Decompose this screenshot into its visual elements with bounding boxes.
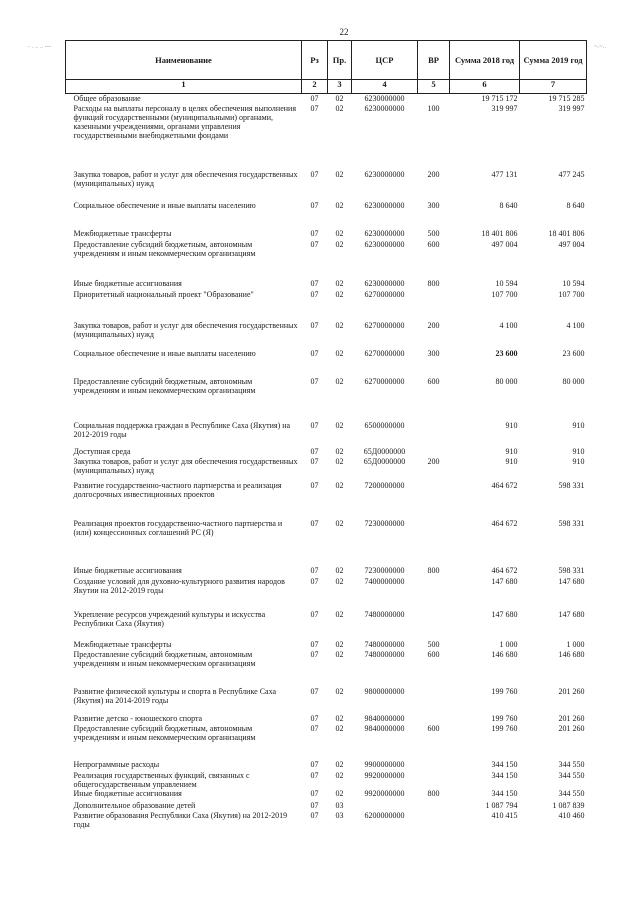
row-sum-2018: 344 150 (491, 759, 518, 769)
row-name: Предоставление субсидий бюджетным, автономным учреждениям и иным некоммерческим организациям (73, 723, 256, 742)
row-sum-2019: 477 245 (558, 169, 585, 179)
row-rz: 07 (310, 103, 319, 113)
row-csr (352, 801, 418, 811)
row-csr: 9920000000 (364, 770, 405, 780)
row-sum-2018: 1 000 (499, 639, 518, 649)
row-csr: 6270000000 (364, 376, 405, 386)
row-pr: 02 (335, 320, 344, 330)
row-sum-2018: 464 672 (491, 518, 518, 528)
row-name: Закупка товаров, работ и услуг для обеспечения государственных (муниципальных) нужд (73, 169, 298, 188)
row-sum-2019: 201 260 (558, 723, 585, 733)
table-row (66, 290, 587, 321)
row-sum-2018: 19 715 172 (481, 94, 518, 103)
row-pr: 02 (335, 420, 344, 430)
row-vr (418, 714, 450, 724)
row-pr: 02 (335, 278, 344, 288)
row-rz: 07 (310, 289, 319, 299)
row-sum-2019: 910 (572, 446, 585, 456)
row-name: Непрограммные расходы (73, 759, 160, 769)
col-header-sum2019: Сумма 2019 год (520, 41, 587, 80)
table-row (66, 104, 587, 170)
row-csr: 7230000000 (364, 518, 405, 528)
row-rz: 07 (310, 788, 319, 798)
row-sum-2018: 147 680 (491, 576, 518, 586)
row-name: Закупка товаров, работ и услуг для обеспечения государственных (муниципальных) нужд (73, 320, 298, 339)
table-row (66, 481, 587, 519)
row-name: Иные бюджетные ассигнования (73, 565, 182, 575)
row-csr: 6500000000 (364, 420, 405, 430)
row-vr (418, 94, 450, 104)
row-name: Иные бюджетные ассигнования (73, 788, 182, 798)
table-row (66, 724, 587, 760)
row-pr: 02 (335, 686, 344, 696)
row-sum-2019: 910 (572, 420, 585, 430)
row-pr: 02 (335, 609, 344, 619)
row-name: Расходы на выплаты персоналу в целях обеспечения выполнения функций государственными (муниципальными) органами, казенными учреждениями, органами управления государственными внебюджетными фондами (73, 103, 296, 140)
row-sum-2019: 1 087 839 (552, 800, 585, 810)
row-pr: 02 (335, 200, 344, 210)
row-pr: 02 (335, 518, 344, 528)
row-csr: 7480000000 (364, 639, 405, 649)
row-rz: 07 (310, 278, 319, 288)
row-sum-2019: 344 550 (558, 788, 585, 798)
row-rz: 07 (310, 169, 319, 179)
row-rz: 07 (310, 770, 319, 780)
row-pr: 02 (335, 446, 344, 456)
table-row (66, 811, 587, 829)
row-sum-2018: 23 600 (495, 348, 518, 358)
row-csr: 9800000000 (364, 686, 405, 696)
row-rz: 07 (310, 239, 319, 249)
budget-table (65, 40, 587, 829)
row-csr: 6200000000 (364, 810, 405, 820)
row-rz: 07 (310, 565, 319, 575)
row-sum-2018: 910 (505, 446, 518, 456)
row-sum-2019: 147 680 (558, 576, 585, 586)
table-row (66, 577, 587, 610)
row-pr: 02 (335, 94, 344, 103)
row-name: Реализация государственных функций, связанных с общегосударственным управлением (73, 770, 250, 789)
table-row (66, 801, 587, 811)
row-csr: 6230000000 (364, 94, 405, 103)
table-row (66, 789, 587, 801)
row-rz: 07 (310, 609, 319, 619)
table-row (66, 279, 587, 290)
row-sum-2019: 23 600 (562, 348, 585, 358)
row-rz: 07 (310, 713, 319, 723)
row-name: Межбюджетные трансферты (73, 228, 172, 238)
row-sum-2018: 4 100 (499, 320, 518, 330)
row-pr: 02 (335, 723, 344, 733)
row-sum-2018: 497 004 (491, 239, 518, 249)
row-csr: 9920000000 (364, 788, 405, 798)
row-sum-2019: 4 100 (566, 320, 585, 330)
row-rz: 07 (310, 320, 319, 330)
row-name: Социальная поддержка граждан в Республике Саха (Якутия) на 2012-2019 годы (73, 420, 291, 439)
row-sum-2019: 598 331 (558, 480, 585, 490)
row-vr: 600 (427, 376, 440, 386)
table-row (66, 610, 587, 640)
row-sum-2019: 598 331 (558, 518, 585, 528)
col-number: 1 (66, 80, 302, 94)
row-pr: 03 (335, 810, 344, 820)
row-rz: 07 (310, 456, 319, 466)
row-sum-2018: 199 760 (491, 686, 518, 696)
table-row (66, 566, 587, 577)
table-row (66, 771, 587, 789)
table-row (66, 94, 587, 104)
row-rz: 07 (310, 759, 319, 769)
row-rz: 07 (310, 810, 319, 820)
table-row (66, 229, 587, 240)
row-sum-2018: 477 131 (491, 169, 518, 179)
row-vr: 600 (427, 239, 440, 249)
row-sum-2018: 410 415 (491, 810, 518, 820)
row-vr (418, 481, 450, 519)
row-csr: 7480000000 (364, 649, 405, 659)
row-csr: 7400000000 (364, 576, 405, 586)
row-rz: 07 (310, 518, 319, 528)
table-body (66, 94, 587, 829)
row-vr (418, 519, 450, 566)
row-sum-2019: 910 (572, 456, 585, 466)
row-sum-2018: 464 672 (491, 565, 518, 575)
row-sum-2019: 10 594 (562, 278, 585, 288)
table-row (66, 349, 587, 377)
row-csr: 6230000000 (364, 239, 405, 249)
row-pr: 02 (335, 239, 344, 249)
row-name: Иные бюджетные ассигнования (73, 278, 182, 288)
row-csr: 7480000000 (364, 609, 405, 619)
row-vr (418, 801, 450, 811)
row-rz: 07 (310, 376, 319, 386)
row-rz: 07 (310, 649, 319, 659)
row-csr: 9900000000 (364, 759, 405, 769)
row-name: Приоритетный национальный проект "Образование" (73, 289, 254, 299)
row-pr: 02 (335, 770, 344, 780)
row-sum-2018: 910 (505, 420, 518, 430)
row-csr: 9840000000 (364, 723, 405, 733)
row-sum-2019: 201 260 (558, 713, 585, 723)
row-vr: 500 (427, 639, 440, 649)
row-rz: 07 (310, 94, 319, 103)
row-sum-2018: 910 (505, 456, 518, 466)
row-pr: 02 (335, 228, 344, 238)
table-row (66, 170, 587, 201)
row-vr: 300 (427, 348, 440, 358)
row-sum-2019: 344 550 (558, 759, 585, 769)
row-pr: 02 (335, 456, 344, 466)
table-row (66, 240, 587, 279)
column-number-row (66, 80, 587, 94)
row-sum-2019: 147 680 (558, 609, 585, 619)
table-row (66, 377, 587, 421)
row-vr (418, 290, 450, 321)
row-name: Дополнительное образование детей (73, 800, 196, 810)
col-header-pr: Пр. (328, 41, 352, 80)
row-sum-2019: 19 715 285 (548, 94, 585, 103)
row-vr (418, 421, 450, 447)
row-vr (418, 811, 450, 829)
row-csr: 65Д0000000 (363, 446, 406, 456)
row-rz: 07 (310, 480, 319, 490)
col-number: 3 (328, 80, 352, 94)
row-sum-2019: 410 460 (558, 810, 585, 820)
row-sum-2019: 344 550 (558, 770, 585, 780)
page-number: 22 (339, 27, 349, 37)
row-sum-2019: 80 000 (562, 376, 585, 386)
row-vr: 600 (427, 649, 440, 659)
row-vr (418, 687, 450, 714)
table-row (66, 321, 587, 349)
row-csr: 9840000000 (364, 713, 405, 723)
row-name: Развитие физической культуры и спорта в Республике Саха (Якутия) на 2014-2019 годы (73, 686, 277, 705)
row-sum-2018: 344 150 (491, 770, 518, 780)
row-pr: 02 (335, 576, 344, 586)
row-csr: 7230000000 (364, 565, 405, 575)
row-name: Укрепление ресурсов учреждений культуры и искусства Республики Саха (Якутия) (73, 609, 266, 628)
row-name: Закупка товаров, работ и услуг для обеспечения государственных (муниципальных) нужд (73, 456, 298, 475)
row-rz: 07 (310, 446, 319, 456)
row-csr: 65Д0000000 (363, 456, 406, 466)
row-name: Реализация проектов государственно-частного партнерства и (или) концессионных соглашений РС (Я) (73, 518, 283, 537)
col-header-vr: ВР (418, 41, 450, 80)
row-sum-2019: 146 680 (558, 649, 585, 659)
row-pr: 02 (335, 348, 344, 358)
row-csr: 6270000000 (364, 348, 405, 358)
row-vr (418, 771, 450, 789)
row-sum-2019: 598 331 (558, 565, 585, 575)
table-row (66, 640, 587, 650)
table-row (66, 650, 587, 687)
col-header-sum2018: Сумма 2018 год (450, 41, 520, 80)
row-rz: 07 (310, 200, 319, 210)
row-pr: 02 (335, 759, 344, 769)
row-vr (418, 610, 450, 640)
table-row (66, 457, 587, 481)
row-rz: 07 (310, 686, 319, 696)
row-csr: 6270000000 (364, 320, 405, 330)
row-csr: 6230000000 (364, 103, 405, 113)
row-csr: 6230000000 (364, 200, 405, 210)
row-vr (418, 760, 450, 771)
row-sum-2019: 8 640 (566, 200, 585, 210)
row-rz: 07 (310, 228, 319, 238)
row-vr: 800 (427, 278, 440, 288)
row-sum-2018: 10 594 (495, 278, 518, 288)
row-rz: 07 (310, 420, 319, 430)
margin-mark-right: ~.~.. (594, 44, 607, 50)
row-pr: 02 (335, 565, 344, 575)
table-row (66, 519, 587, 566)
col-number: 5 (418, 80, 450, 94)
row-sum-2019: 107 700 (558, 289, 585, 299)
row-name: Развитие детско - юношеского спорта (73, 713, 203, 723)
row-sum-2019: 497 004 (558, 239, 585, 249)
header-row (66, 41, 587, 80)
row-pr: 02 (335, 713, 344, 723)
table-row (66, 447, 587, 457)
row-csr: 6230000000 (364, 278, 405, 288)
row-rz: 07 (310, 723, 319, 733)
row-rz: 07 (310, 576, 319, 586)
margin-mark-left: - . .. .. — (28, 44, 52, 50)
row-sum-2019: 201 260 (558, 686, 585, 696)
row-vr (418, 577, 450, 610)
row-vr: 500 (427, 228, 440, 238)
table-row (66, 687, 587, 714)
row-name: Создание условий для духовно-культурного развития народов Якутии на 2012-2019 годы (73, 576, 285, 595)
row-sum-2018: 80 000 (495, 376, 518, 386)
row-pr: 02 (335, 480, 344, 490)
col-header-name: Наименование (66, 41, 302, 80)
table-row (66, 714, 587, 724)
row-sum-2018: 8 640 (499, 200, 518, 210)
row-vr: 200 (427, 169, 440, 179)
row-csr: 6230000000 (364, 169, 405, 179)
row-rz: 07 (310, 639, 319, 649)
row-pr: 03 (335, 800, 344, 810)
row-sum-2018: 146 680 (491, 649, 518, 659)
col-header-csr: ЦСР (352, 41, 418, 80)
row-csr: 6230000000 (364, 228, 405, 238)
row-sum-2018: 199 760 (491, 713, 518, 723)
row-sum-2018: 1 087 794 (485, 800, 518, 810)
row-rz: 07 (310, 800, 319, 810)
table-row (66, 760, 587, 771)
row-name: Социальное обеспечение и иные выплаты населению (73, 348, 256, 358)
col-number: 2 (302, 80, 328, 94)
row-sum-2018: 199 760 (491, 723, 518, 733)
row-vr: 200 (427, 320, 440, 330)
row-vr: 200 (427, 456, 440, 466)
row-name: Предоставление субсидий бюджетным, автономным учреждениям и иным некоммерческим организациям (73, 649, 256, 668)
col-number: 4 (352, 80, 418, 94)
row-vr: 800 (427, 788, 440, 798)
row-name: Доступная среда (73, 446, 131, 456)
col-number: 7 (520, 80, 587, 94)
row-sum-2018: 464 672 (491, 480, 518, 490)
row-sum-2018: 107 700 (491, 289, 518, 299)
row-sum-2018: 344 150 (491, 788, 518, 798)
row-name: Предоставление субсидий бюджетным, автономным учреждениям и иным некоммерческим организациям (73, 239, 256, 258)
col-header-rz: Рз (302, 41, 328, 80)
row-sum-2018: 147 680 (491, 609, 518, 619)
row-vr (418, 447, 450, 457)
row-vr: 100 (427, 103, 440, 113)
row-sum-2018: 319 997 (491, 103, 518, 113)
row-name: Развитие образования Республики Саха (Якутия) на 2012-2019 годы (73, 810, 288, 829)
row-vr: 300 (427, 200, 440, 210)
row-pr: 02 (335, 649, 344, 659)
row-pr: 02 (335, 788, 344, 798)
row-rz: 07 (310, 348, 319, 358)
row-pr: 02 (335, 289, 344, 299)
row-sum-2019: 319 997 (558, 103, 585, 113)
row-csr: 7200000000 (364, 480, 405, 490)
row-name: Общее образование (73, 94, 141, 103)
row-pr: 02 (335, 103, 344, 113)
row-pr: 02 (335, 639, 344, 649)
row-sum-2019: 18 401 806 (548, 228, 585, 238)
row-csr: 6270000000 (364, 289, 405, 299)
row-pr: 02 (335, 376, 344, 386)
row-name: Развитие государственно-частного партнерства и реализация долгосрочных инвестиционных проектов (73, 480, 282, 499)
row-pr: 02 (335, 169, 344, 179)
table-row (66, 201, 587, 229)
row-vr: 600 (427, 723, 440, 733)
row-vr: 800 (427, 565, 440, 575)
col-number: 6 (450, 80, 520, 94)
row-name: Предоставление субсидий бюджетным, автономным учреждениям и иным некоммерческим организациям (73, 376, 256, 395)
row-sum-2019: 1 000 (566, 639, 585, 649)
table-row (66, 421, 587, 447)
row-sum-2018: 18 401 806 (481, 228, 518, 238)
row-name: Социальное обеспечение и иные выплаты населению (73, 200, 256, 210)
row-name: Межбюджетные трансферты (73, 639, 172, 649)
